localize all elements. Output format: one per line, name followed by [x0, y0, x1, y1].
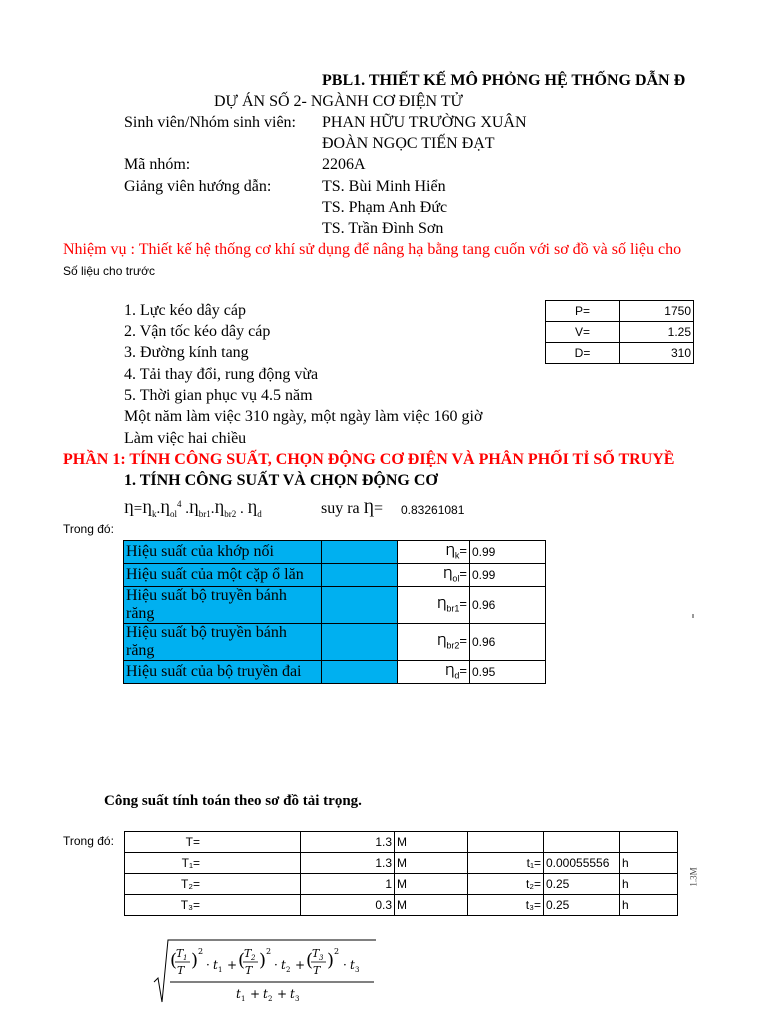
efficiency-label: Hiệu suất bộ truyền bánh răng — [124, 587, 322, 624]
svg-text:·: · — [206, 958, 210, 972]
given-table-value: 1750 — [620, 301, 694, 322]
given-item: 2. Vận tốc kéo dây cáp — [124, 323, 271, 340]
cell-mark — [692, 614, 694, 618]
load-s-unit: h — [620, 874, 678, 895]
blank-cell — [322, 541, 398, 564]
svg-text:3: 3 — [355, 966, 360, 974]
advisor-1: TS. Bùi Minh Hiển — [322, 178, 446, 195]
load-t-label: T₃= — [125, 895, 301, 916]
given-label: Số liệu cho trước — [63, 264, 155, 278]
load-t-unit: M — [395, 874, 468, 895]
svg-text:1: 1 — [241, 995, 246, 1003]
svg-text:(: ( — [170, 950, 178, 971]
eta-result-value: 0.83261081 — [401, 503, 465, 517]
blank-cell — [322, 661, 398, 684]
given-table-label: P= — [546, 301, 620, 322]
load-t-value: 1.3 — [301, 853, 395, 874]
svg-text:t: t — [263, 987, 268, 1001]
svg-text:(: ( — [238, 950, 246, 971]
efficiency-label: Hiệu suất của bộ truyền đai — [124, 661, 322, 684]
svg-text:T: T — [245, 964, 253, 977]
table-row — [546, 322, 694, 343]
table-row — [125, 832, 678, 853]
given-item: 4. Tải thay đổi, rung động vừa — [124, 366, 319, 383]
svg-text:1: 1 — [183, 954, 188, 962]
table-row — [124, 564, 546, 587]
load-t-value: 1.3 — [301, 832, 395, 853]
load-s-unit — [620, 832, 678, 853]
svg-text:t: t — [213, 958, 218, 972]
trong-do-label: Trong đó: — [63, 522, 114, 536]
section1-title: 1. TÍNH CÔNG SUẤT VÀ CHỌN ĐỘNG CƠ — [124, 472, 438, 489]
task-statement: Nhiệm vụ : Thiết kế hệ thống cơ khí sử dụng để nâng hạ bằng tang cuốn với sơ đồ và số liệu cho — [63, 241, 682, 258]
side-label: 1.3M — [688, 867, 699, 887]
load-t-value: 1 — [301, 874, 395, 895]
load-s-label: t₁= — [468, 853, 544, 874]
efficiency-symbol: $Ƞ_d=$ — [398, 661, 470, 684]
svg-text:): ) — [327, 950, 335, 971]
efficiency-label: Hiệu suất của một cặp ổ lăn — [124, 564, 322, 587]
students-label: Sinh viên/Nhóm sinh viên: — [124, 114, 296, 131]
given-table-value: 310 — [620, 343, 694, 364]
symbol-sub: k — [454, 550, 460, 561]
svg-text:3: 3 — [295, 995, 300, 1003]
blank-cell — [322, 564, 398, 587]
denominator — [236, 987, 299, 1003]
symbol-sub: d — [454, 670, 460, 681]
svg-text:+: + — [250, 987, 261, 1001]
load-s-label — [468, 832, 544, 853]
svg-text:+: + — [277, 987, 288, 1001]
eta-result-label: suy ra Ƞ= — [321, 500, 384, 517]
table-row — [124, 587, 546, 624]
load-s-label: t₃= — [468, 895, 544, 916]
symbol-sub: br1 — [446, 603, 460, 614]
load-t-unit: M — [395, 832, 468, 853]
efficiency-value: 0.99 — [470, 541, 546, 564]
given-item: 1. Lực kéo dây cáp — [124, 302, 246, 319]
part1-title: PHẦN 1: TÍNH CÔNG SUẤT, CHỌN ĐỘNG CƠ ĐIỆN VÀ PHÂN PHỐI TỈ SỐ TRUYỀ — [63, 451, 675, 468]
rms-formula — [150, 936, 382, 1016]
efficiency-table — [123, 540, 546, 684]
load-table — [124, 831, 678, 916]
svg-text:·: · — [343, 958, 347, 972]
load-t-label: T₂= — [125, 874, 301, 895]
table-row — [125, 874, 678, 895]
efficiency-value: 0.99 — [470, 564, 546, 587]
efficiency-symbol: $Ƞ_{br2}=$ — [398, 624, 470, 661]
svg-text:2: 2 — [268, 995, 273, 1003]
load-s-unit: h — [620, 853, 678, 874]
given-table-label: V= — [546, 322, 620, 343]
advisor-3: TS. Trần Đình Sơn — [322, 220, 444, 237]
svg-text:1: 1 — [218, 966, 223, 974]
load-t-unit: M — [395, 853, 468, 874]
svg-text:2: 2 — [198, 947, 204, 956]
blank-cell — [322, 624, 398, 661]
table-row — [546, 301, 694, 322]
efficiency-symbol: $Ƞ_k=$ — [398, 541, 470, 564]
table-row — [124, 624, 546, 661]
efficiency-value: 0.96 — [470, 624, 546, 661]
load-s-unit: h — [620, 895, 678, 916]
given-values-table — [545, 300, 694, 364]
student-2: ĐOÀN NGỌC TIẾN ĐẠT — [322, 135, 495, 152]
student-1: PHAN HỮU TRƯỜNG XUÂN — [322, 114, 527, 131]
given-item: Một năm làm việc 310 ngày, một ngày làm việc 160 giờ — [124, 408, 483, 425]
given-table-label: D= — [546, 343, 620, 364]
efficiency-value: 0.96 — [470, 587, 546, 624]
load-title: Công suất tính toán theo sơ đồ tải trọng. — [104, 793, 362, 809]
efficiency-symbol: $Ƞ_{ol}=$ — [398, 564, 470, 587]
symbol-sub: br2 — [446, 640, 460, 651]
document-title: PBL1. THIẾT KẾ MÔ PHỎNG HỆ THỐNG DẪN Đ — [322, 72, 686, 89]
given-item: Làm việc hai chiều — [124, 430, 247, 447]
load-s-value: 0.25 — [544, 874, 620, 895]
load-s-value: 0.00055556 — [544, 853, 620, 874]
group-value: 2206A — [322, 156, 366, 173]
svg-text:+: + — [295, 958, 306, 972]
svg-text:t: t — [350, 958, 355, 972]
efficiency-symbol: $Ƞ_{br1}=$ — [398, 587, 470, 624]
efficiency-value: 0.95 — [470, 661, 546, 684]
svg-text:2: 2 — [334, 947, 340, 956]
efficiency-label: Hiệu suất của khớp nối — [124, 541, 322, 564]
load-s-value — [544, 832, 620, 853]
svg-text:3: 3 — [319, 954, 324, 962]
advisor-label: Giảng viên hướng dẫn: — [124, 178, 272, 195]
load-t-label: T₁= — [125, 853, 301, 874]
given-item: 3. Đường kính tang — [124, 344, 249, 361]
svg-text:t: t — [236, 987, 241, 1001]
svg-text:T: T — [313, 964, 321, 977]
efficiency-label: Hiệu suất bộ truyền bánh răng — [124, 624, 322, 661]
load-t-unit: M — [395, 895, 468, 916]
svg-text:2: 2 — [266, 947, 272, 956]
svg-text:): ) — [191, 950, 199, 971]
table-row — [124, 661, 546, 684]
numerator — [170, 947, 359, 977]
svg-text:t: t — [290, 987, 295, 1001]
svg-text:t: t — [281, 958, 286, 972]
group-label: Mã nhóm: — [124, 156, 191, 173]
svg-text:2: 2 — [286, 966, 291, 974]
given-table-value: 1.25 — [620, 322, 694, 343]
svg-text:·: · — [274, 958, 278, 972]
table-row — [124, 541, 546, 564]
svg-text:T: T — [176, 947, 184, 960]
svg-text:T: T — [244, 947, 252, 960]
load-s-label: t₂= — [468, 874, 544, 895]
table-row — [125, 853, 678, 874]
svg-text:T: T — [177, 964, 185, 977]
svg-text:2: 2 — [251, 954, 256, 962]
svg-text:+: + — [227, 958, 238, 972]
load-trong-do: Trong đó: — [63, 834, 114, 848]
table-row — [125, 895, 678, 916]
blank-cell — [322, 587, 398, 624]
svg-text:T: T — [312, 947, 320, 960]
given-item: 5. Thời gian phục vụ 4.5 năm — [124, 387, 313, 404]
load-t-value: 0.3 — [301, 895, 395, 916]
load-s-value: 0.25 — [544, 895, 620, 916]
advisor-2: TS. Phạm Anh Đức — [322, 199, 448, 216]
load-t-label: T= — [125, 832, 301, 853]
symbol-sub: ol — [452, 573, 460, 584]
svg-text:(: ( — [306, 950, 314, 971]
efficiency-formula: $Ƞ=Ƞ_k.Ƞ_{ol}^4$ $.Ƞ_{br1}.Ƞ_{br2}$ . $Ƞ_d$ — [124, 499, 262, 519]
project-line: DỰ ÁN SỐ 2- NGÀNH CƠ ĐIỆN TỬ — [214, 93, 463, 110]
table-row — [546, 343, 694, 364]
svg-text:): ) — [259, 950, 267, 971]
